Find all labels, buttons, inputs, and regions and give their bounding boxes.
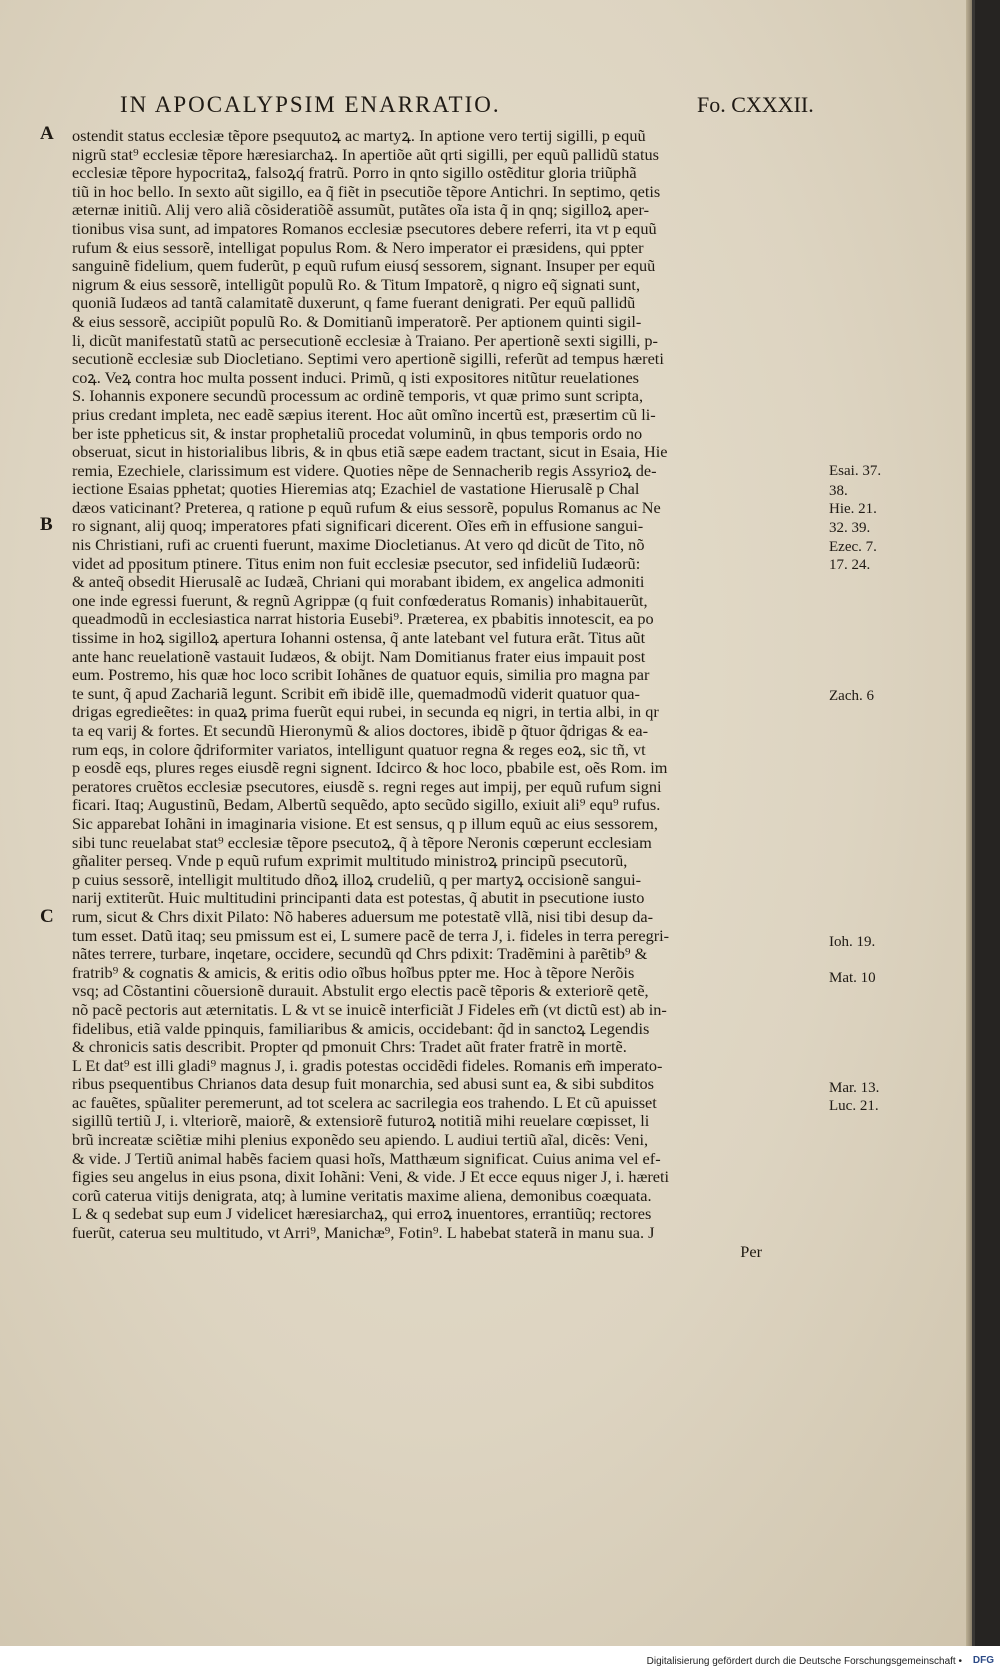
text-line: ficari. Itaq; Augustinũ, Bedam, Albertũ sequẽdo, apto secũdo sigillo, exiuit ali⁹ equ⁹ rufus.: [72, 796, 661, 815]
text-line: te sunt, q̃ apud Zachariã legunt. Scribit em̃ ibidẽ ille, quemadmodũ viderit quatuor qua-: [72, 684, 640, 703]
text-line: sigillũ tertiũ J, i. vlteriorẽ, maiorẽ, & extensiorẽ futuroꝝ notitiã mihi reuelare cœpisset, li: [72, 1112, 650, 1131]
text-line: & eius sessorẽ, accipiũt populũ Ro. & Domitianũ imperatorẽ. Per aptionem quinti sigil-: [72, 312, 642, 331]
text-line: fidelibus, etiã valde ppinquis, familiaribus & amicis, occidebant: q̃d in sanctoꝝ Legendis: [72, 1019, 650, 1038]
text-line: ecclesiæ tẽpore hypocritaꝝ, falsoꝝq́ fratrũ. Porro in qnto sigillo ostẽditur gloria triũphã: [72, 164, 637, 183]
text-line: narij extiterũt. Huic multitudini principanti data est potestas, q̃ abutit in psecutione iusto: [72, 889, 645, 908]
margin-note-hie: Hie. 21.: [829, 501, 877, 517]
text-line: iectione Esaias pphetat; quoties Hieremias atq; Ezachiel de vastatione Hierusalẽ p Chal: [72, 480, 640, 499]
margin-note-38: 38.: [829, 483, 848, 499]
text-line: ro signant, alij quoq; imperatores pfati significari dicerent. Oĩes em̃ in effusione sangui-: [72, 517, 644, 536]
text-line: tissime in hoꝝ sigilloꝝ apertura Iohanni ostensa, q̃ ante latebant vel futura erãt. Titus aũt: [72, 629, 646, 648]
main-text-column: [72, 127, 822, 1261]
text-line: rum, sicut & Chrs dixit Pilato: Nõ haberes aduersum me potestatẽ vllã, nisi tibi desup da-: [72, 907, 654, 926]
text-line: Per: [740, 1242, 762, 1261]
text-line: queadmodũ in ecclesiastica narrat historia Eusebi⁹. Præterea, ex pbabitis innotescit, ea po: [72, 610, 654, 629]
text-line: li, dicũt manifestatũ statũ ac persecutionẽ ecclesiæ à Traiano. Per apertionẽ sexti sigilli, p-: [72, 331, 658, 350]
text-line: nõ pacẽ pectoris aut æternitatis. L & vt se inuicẽ interficiãt J Fideles em̃ (vt dictũ est) ab in-: [72, 1000, 667, 1019]
text-line: drigas egredieẽtes: in quaꝝ prima fuerũt equi rubei, in secunda eq nigri, in tertia albi, in qr: [72, 703, 659, 722]
margin-note-mat: Mat. 10: [829, 970, 876, 986]
margin-note-32-39: 32. 39.: [829, 520, 871, 536]
text-line: fuerũt, caterua seu multitudo, vt Arri⁹, Manichæ⁹, Fotin⁹. L habebat staterã in manu sua. J: [72, 1224, 655, 1243]
text-line: coꝝ. Veꝝ contra hoc multa possent induci. Primũ, q isti expositores nitũtur reuelationes: [72, 368, 640, 387]
text-line: quoniã Iudæos ad tantã calamitatẽ duxerunt, q fame fuerant denigrati. Per equũ pallidũ: [72, 294, 636, 313]
text-line: & chronicis satis describit. Propter qd pmonuit Chrs: Tradet aũt frater fratrẽ in mortẽ.: [72, 1038, 627, 1057]
text-line: rufum & eius sessorẽ, intelligat populus Rom. & Nero imperator ei præsidens, qui ppter: [72, 238, 644, 257]
text-line: p eosdẽ eqs, plures reges eiusdẽ regni signent. Idcirco & hoc loco, pbabile est, oẽs Rom. im: [72, 759, 668, 778]
text-line: p cuius sessorẽ, intelligit multitudo dñoꝝ illoꝝ crudeliũ, q per martyꝝ occisionẽ sangui-: [72, 870, 642, 889]
text-line: secutionẽ ecclesiæ sub Diocletiano. Septimi vero apertionẽ sigilli, referũt ad tempus hæreti: [72, 350, 664, 369]
text-line: L Et dat⁹ est illi gladi⁹ magnus J, i. gradis potestas occidẽdi fideles. Romanis em̃ imperato-: [72, 1056, 663, 1075]
folio-number: Fo. CXXXII.: [697, 92, 814, 117]
margin-note-17-24: 17. 24.: [829, 557, 871, 573]
text-line: ribus psequentibus Chrianos data desup fuit monarchia, sed abusi sunt ea, & sibi subditos: [72, 1075, 654, 1094]
margin-note-esai: Esai. 37.: [829, 463, 882, 479]
text-line: one inde egressi fuerunt, & regnũ Agrippæ (q fuit confœderatus Romanis) inhabitauerũt,: [72, 591, 648, 610]
text-line: & vide. J Tertiũ animal habẽs faciem quasi hoĩs, Matthæum significat. Cuius anima vel ef-: [72, 1149, 661, 1168]
dfg-logo: DFG: [972, 1655, 994, 1666]
text-line: prius credant impleta, nec eadẽ sæpius iterent. Hoc aũt omĩno incertũ est, præsertim cũ li-: [72, 405, 656, 424]
text-line: corũ caterua vitijs denigrata, atq; à lumine veritatis maxime aliena, demonibus coæquata.: [72, 1186, 652, 1205]
text-line: sibi tunc reuelabat stat⁹ ecclesiæ tẽpore psecutoꝝ, q̃ à tẽpore Neronis cœperunt ecclesiam: [72, 833, 652, 852]
margin-note-mar: Mar. 13.: [829, 1080, 880, 1096]
text-line: ac fauẽtes, spũaliter peremerunt, ad tot scelera ac sacrilegia eos trahendo. L Et cũ apuisset: [72, 1093, 657, 1112]
text-line: vsq; ad Cõstantini cõuersionẽ durauit. Abstulit ergo electis pacẽ tẽporis & exteriorẽ qetẽ,: [72, 982, 649, 1001]
text-line: ber iste ppheticus sit, & instar prophetaliũ procedat voluminũ, in qbus temporis ordo no: [72, 424, 643, 443]
text-line: remia, Ezechiele, clarissimum est videre. Quoties nẽpe de Sennacherib regis Assyrioꝝ de-: [72, 461, 657, 480]
running-head: IN APOCALYPSIM ENARRATIO.: [120, 92, 501, 117]
text-line: dæos vaticinant? Preterea, q ratione p equũ rufum & eius sessorẽ, populus Romanus ac Ne: [72, 498, 661, 517]
text-line: & anteq̃ obsedit Hierusalẽ ac Iudæã, Chriani qui morabant ibidem, ex angelica admoniti: [72, 573, 645, 592]
text-line: S. Iohannis exponere secundũ processum ac ordinẽ temporis, vt quæ primo sunt scripta,: [72, 387, 644, 406]
text-line: sanguinẽ fidelium, quem fuderũt, p equũ rufum eiusq́ sessorem, signant. Insuper per equũ: [72, 257, 656, 276]
margin-note-zach: Zach. 6: [829, 688, 874, 704]
text-line: nigrum & eius sessorẽ, intelligũt populũ Ro. & Titum Impatorẽ, q nigro eq̃ signati sunt,: [72, 275, 641, 294]
text-line: ostendit status ecclesiæ tẽpore psequutoꝝ ac martyꝝ. In aptione vero tertij sigilli, p equũ: [72, 127, 646, 145]
margin-note-ezec: Ezec. 7.: [829, 539, 877, 555]
text-line: eum. Postremo, his quæ hoc loco scribit Iohãnes de quatuor equis, similia pro magna par: [72, 666, 650, 685]
text-line: brũ increatæ sciẽtiæ mihi plenius exponẽdo seu apiendo. L audiui tertiũ aĩal, dicẽs: Veni,: [72, 1131, 649, 1150]
text-line: nãtes terrere, turbare, inqetare, occidere, secundũ qd Chrs pdixit: Tradẽmini à parẽtib⁹ &: [72, 945, 648, 964]
text-line: tiũ in hoc bello. In sexto aũt sigillo, ea q̃ fiẽt in psecutiõe tẽpore Antichri. In septimo, qetis: [72, 182, 661, 201]
text-line: fratrib⁹ & cognatis & amicis, & eritis odio oĩbus hoĩbus ppter me. Hoc à tẽpore Nerõis: [72, 963, 635, 982]
text-line: figies seu angelus in eius psona, dixit Iohãni: Veni, & vide. J Et ecce equus niger J, i. hæreti: [72, 1168, 670, 1187]
text-line: obseruat, sicut in historialibus libris, & in qbus etiã sæpe eadem tractant, sicut in Esaia, Hie: [72, 443, 668, 462]
text-line: Sic apparebat Iohãni in imaginaria visione. Et est sensus, q p illum equũ ac eius sessorem,: [72, 814, 658, 833]
text-line: ta eq varij & fortes. Et secundũ Hieronymũ & alios doctores, ibidẽ p q̃tuor q̃drigas & ea-: [72, 722, 649, 740]
text-line: videt ad ppositum ptinere. Titus enim non fuit ecclesiæ psecutor, sed infideliũ Iudæorũ:: [72, 554, 641, 573]
margin-note-ioh: Ioh. 19.: [829, 934, 876, 950]
text-line: L & q sedebat sup eum J videlicet hæresiarchaꝝ, qui erroꝝ inuentores, errantiũq; rectores: [72, 1205, 652, 1224]
text-line: æternæ initiũ. Alij vero aliã cõsideratiõẽ assumũt, putãtes oĩa ista q̃ in qnq; sigilloꝝ aper-: [72, 201, 650, 220]
section-letter-a: A: [40, 123, 54, 144]
text-line: nis Christiani, rufi ac cruenti fuerunt, maxime Diocletianus. At vero qd dicũt de Tito, nõ: [72, 536, 645, 555]
text-line: tionibus visa sunt, ad impatores Romanos ecclesiæ psecutores debere referri, ita vt p equũ: [72, 219, 657, 238]
section-letter-b: B: [40, 514, 53, 535]
text-line: ante hanc reuelationẽ vastauit Iudæos, & obijt. Nam Domitianus frater eius impauit post: [72, 647, 646, 666]
text-line: rum eqs, in colore q̃driformiter variatos, intelligunt quatuor regna & reges eoꝝ, sic tñ, vt: [72, 740, 646, 759]
section-letter-c: C: [40, 906, 54, 927]
text-line: tum esset. Datũ itaq; seu pmissum est ei, L sumere pacẽ de terra J, i. fideles in terra peregri-: [72, 926, 670, 945]
text-line: peratores cruẽtos ecclesiæ psecutores, eiusdẽ s. regni reges aut impij, per equũ rufum signi: [72, 777, 662, 796]
margin-note-luc: Luc. 21.: [829, 1098, 879, 1114]
scan-margin-strip: [975, 0, 1000, 1646]
text-line: gñaliter perseq. Vnde p equũ rufum exprimit multitudo ministroꝝ principũ psecutorũ,: [72, 852, 628, 871]
text-line: nigrũ stat⁹ ecclesiæ tẽpore hæresiarchaꝝ. In apertiõe aũt qrti sigilli, per equũ pallidũ status: [72, 145, 660, 164]
page-edge: [966, 0, 972, 1646]
footer-credit: Digitalisierung gefördert durch die Deutsche Forschungsgemeinschaft •: [646, 1656, 962, 1667]
